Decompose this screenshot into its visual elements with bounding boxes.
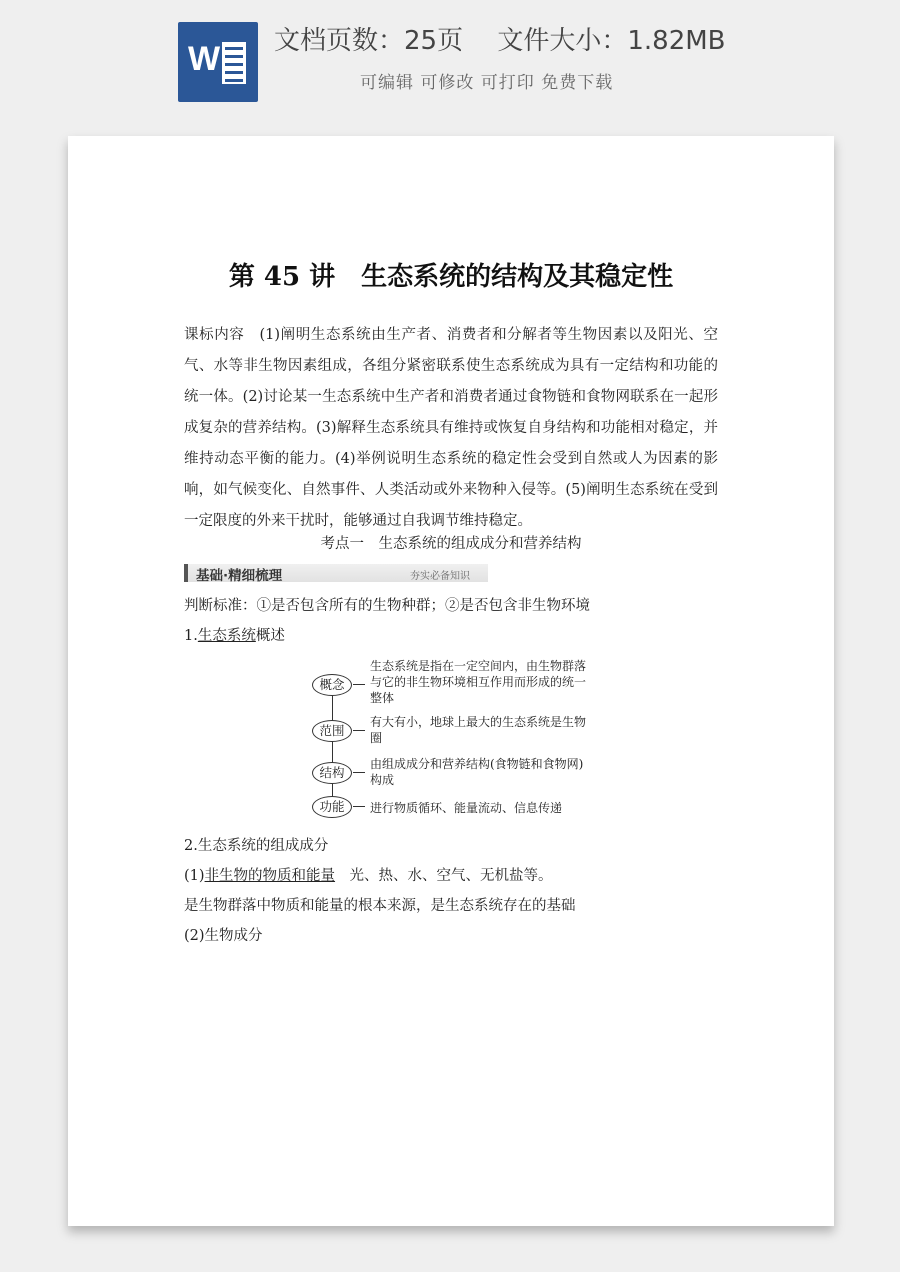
word-document-icon: W [178, 22, 258, 102]
item-1-note: 是生物群落中物质和能量的根本来源，是生态系统存在的基础 [184, 898, 576, 914]
item-2-line: (2)生物成分 [184, 928, 263, 944]
section-2-heading: 2.生态系统的组成成分 [184, 838, 329, 854]
diagram-text-scope: 有大有小，地球上最大的生态系统是生物圈 [370, 715, 587, 745]
file-features: 可编辑 可修改 可打印 免费下载 [360, 73, 614, 93]
item-1-line: (1)非生物的物质和能量 光、热、水、空气、无机盐等。 [184, 868, 553, 884]
file-info-title: 文档页数：25页 文件大小：1.82MB [274, 26, 726, 56]
topic-heading: 考点一 生态系统的组成成分和营养结构 [320, 536, 582, 552]
diagram-node-structure: 结构 [312, 762, 352, 784]
ecosystem-overview-diagram [312, 658, 602, 822]
diagram-node-scope: 范围 [312, 720, 352, 742]
document-title: 第 45 讲 生态系统的结构及其稳定性 [228, 262, 674, 292]
diagram-node-concept: 概念 [312, 674, 352, 696]
banner-title: 基础·精细梳理 [196, 568, 283, 584]
curriculum-standard-paragraph: 课标内容 (1)阐明生态系统由生产者、消费者和分解者等生物因素以及阳光、空气、水等非生物因素组成，各组分紧密联系使生态系统成为具有一定结构和功能的统一体。(2)讨论某一生态系统中生产者和消费者通过食物链和食物网联系在一起形成复杂的营养结构。(3)解释生态系统具有维持或恢复自身结构和功能相对稳定，并维持动态平衡的能力。(4)举例说明生态系统的稳定性会受到自然或人为因素的影响，如气候变化、自然事件、人类活动或外来物种入侵等。(5)阐明生态系统在受到一定限度的外来干扰时，能够通过自我调节维持稳定。 [184, 327, 718, 529]
criterion-line: 判断标准：①是否包含所有的生物种群；②是否包含非生物环境 [184, 598, 590, 614]
banner-note: 夯实必备知识 [410, 571, 470, 582]
diagram-node-function: 功能 [312, 796, 352, 818]
section-1-heading: 1.生态系统概述 [184, 628, 285, 644]
section-banner [184, 564, 488, 582]
download-header [0, 0, 900, 120]
diagram-text-concept: 生态系统是指在一定空间内，由生物群落与它的非生物环境相互作用而形成的统一整体 [370, 659, 587, 705]
document-page [68, 136, 834, 1226]
diagram-text-function: 进行物质循环、能量流动、信息传递 [370, 801, 563, 815]
diagram-text-structure: 由组成成分和营养结构(食物链和食物网)构成 [370, 757, 584, 787]
